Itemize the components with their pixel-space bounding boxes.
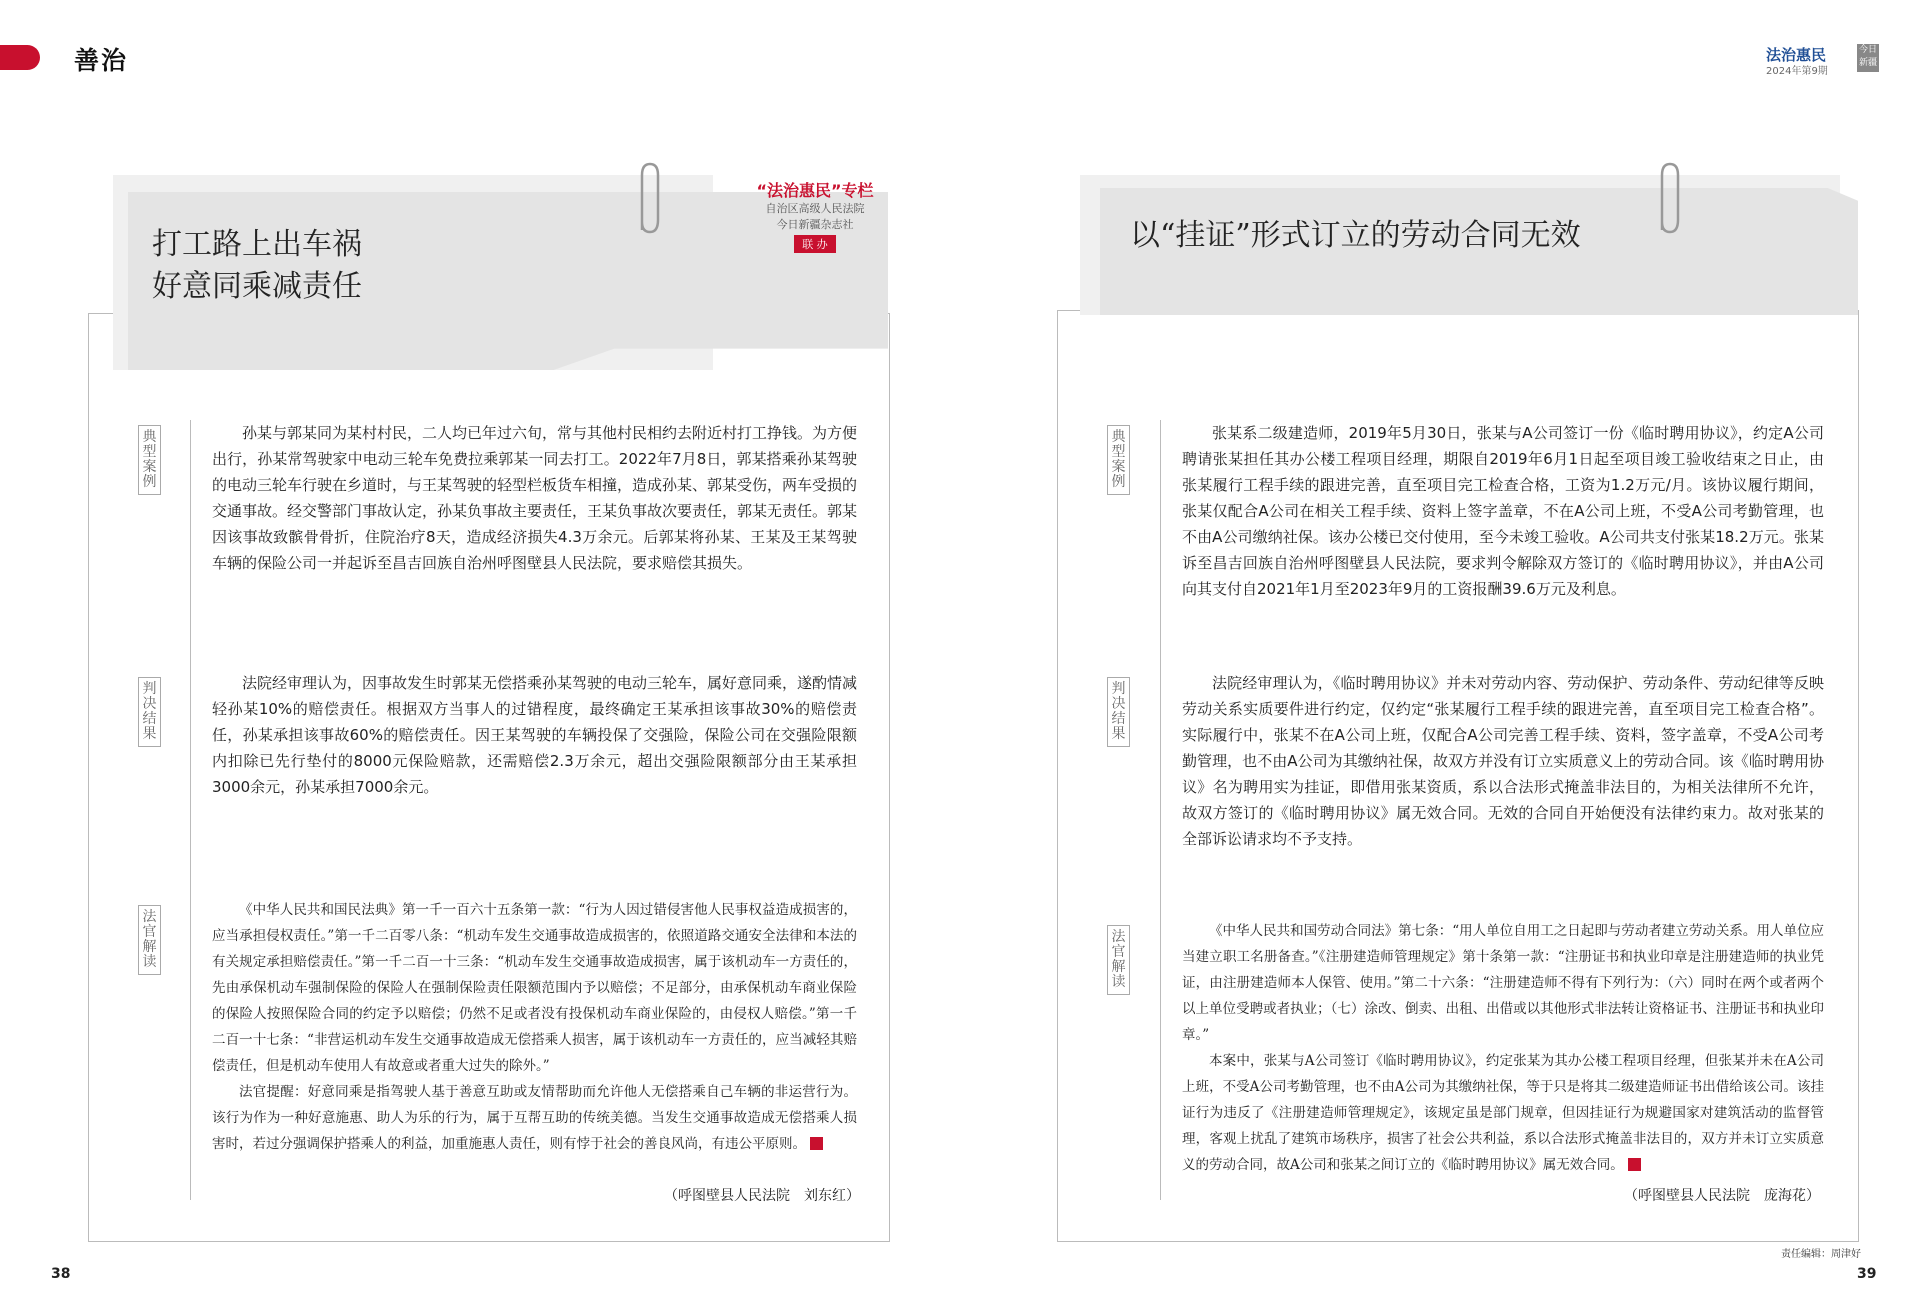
left-label-case: 典型案例	[138, 425, 161, 495]
left-title-line1: 打工路上出车祸	[152, 227, 362, 262]
magazine-title: 法治惠民	[1766, 46, 1827, 64]
page-number-left: 38	[51, 1266, 71, 1282]
left-judge-paragraph-2: 法官提醒：好意同乘是指驾驶人基于善意互助或友情帮助而允许他人无偿搭乘自己车辆的非运营行为。该行为作为一种好意施惠、助人为乐的行为，属于互帮互助的传统美德。当发生交通事故造成无偿搭乘人损害时，若过分强调保护搭乘人的利益，加重施惠人责任，则有悖于社会的善良风尚，有违公平原则。	[212, 1084, 857, 1152]
right-title: 以“挂证”形式订立的劳动合同无效	[1130, 218, 1581, 253]
paperclip-icon	[630, 160, 670, 240]
right-judge-paragraph-2: 本案中，张某与A公司签订《临时聘用协议》，约定张某为其办公楼工程项目经理，但张某并未在A公司上班，不受A公司考勤管理，也不由A公司为其缴纳社保，等于只是将其二级建造师证书出借给该公司。该挂证行为违反了《注册建造师管理规定》，该规定虽是部门规章，但因挂证行为规避国家对建筑活动的监督管理，客观上扰乱了建筑市场秩序，损害了社会公共利益，系以合法形式掩盖非法目的，双方并未订立实质意义的劳动合同，故A公司和张某之间订立的《临时聘用协议》属无效合同。	[1182, 1053, 1824, 1173]
right-judge-text	[1182, 918, 1824, 1178]
end-mark-icon	[810, 1137, 823, 1150]
section-title: 善治	[74, 46, 129, 75]
right-case-paragraph: 张某系二级建造师，2019年5月30日，张某与A公司签订一份《临时聘用协议》，约定A公司聘请张某担任其办公楼工程项目经理，期限自2019年6月1日起至项目竣工验收结束之日止，由张某履行工程手续的跟进完善，直至项目完工检查合格，工资为1.2万元/月。该协议履行期间，张某仅配合A公司在相关工程手续、资料上签字盖章，不在A公司上班，不受A公司考勤管理，也不由A公司缴纳社保。该办公楼已交付使用，至今未竣工验收。A公司共支付张某18.2万元。张某诉至昌吉回族自治州呼图壁县人民法院，要求判令解除双方签订的《临时聘用协议》，并由A公司向其支付自2021年1月至2023年9月的工资报酬39.6万元及利息。	[1182, 424, 1824, 598]
left-judge-paragraph-1: 《中华人民共和国民法典》第一千一百六十五条第一款：“行为人因过错侵害他人民事权益造成损害的，应当承担侵权责任。”第一千二百零八条：“机动车发生交通事故造成损害的，依照道路交通安全法律和本法的有关规定承担赔偿责任。”第一千二百一十三条：“机动车发生交通事故造成损害，属于该机动车一方责任的，先由承保机动车强制保险的保险人在强制保险责任限额范围内予以赔偿；不足部分，由承保机动车商业保险的保险人按照保险合同的约定予以赔偿；仍然不足或者没有投保机动车商业保险的，由侵权人赔偿。”第一千二百一十七条：“非营运机动车发生交通事故造成无偿搭乘人损害，属于该机动车一方责任的，应当减轻其赔偿责任，但是机动车使用人有故意或者重大过失的除外。”	[212, 902, 857, 1074]
right-vertical-rule	[1160, 420, 1161, 1200]
magazine-logo: 今日新疆	[1857, 44, 1879, 72]
left-result-paragraph: 法院经审理认为，因事故发生时郭某无偿搭乘孙某驾驶的电动三轮车，属好意同乘，遂酌情减轻孙某10%的赔偿责任。根据双方当事人的过错程度，最终确定王某承担该事故30%的赔偿责任，孙某承担该事故60%的赔偿责任。因王某驾驶的车辆投保了交强险，保险公司在交强险限额内扣除已先行垫付的8000元保险赔款，还需赔偿2.3万余元，超出交强险限额部分由王某承担3000余元，孙某承担7000余元。	[212, 674, 858, 796]
right-label-result: 判决结果	[1107, 677, 1130, 747]
right-judge-paragraph-1: 《中华人民共和国劳动合同法》第七条：“用人单位自用工之日起即与劳动者建立劳动关系。用人单位应当建立职工名册备查。”《注册建造师管理规定》第十条第一款：“注册证书和执业印章是注册建造师的执业凭证，由注册建造师本人保管、使用。”第二十六条：“注册建造师不得有下列行为：（六）同时在两个或者两个以上单位受聘或者执业；（七）涂改、倒卖、出租、出借或以其他形式非法转让资格证书、注册证书和执业印章。”	[1182, 923, 1824, 1043]
column-badge: 联 办	[794, 235, 836, 253]
left-label-result: 判决结果	[138, 677, 161, 747]
left-label-judge: 法官解读	[138, 905, 161, 975]
editor-credit: 责任编辑：周津好	[1781, 1249, 1861, 1260]
left-case-paragraph: 孙某与郭某同为某村村民，二人均已年过六旬，常与其他村民相约去附近村打工挣钱。为方便出行，孙某常驾驶家中电动三轮车免费拉乘郭某一同去打工。2022年7月8日，郭某搭乘孙某驾驶的电动三轮车行驶在乡道时，与王某驾驶的轻型栏板货车相撞，造成孙某、郭某受伤，两车受损的交通事故。经交警部门事故认定，孙某负事故主要责任，王某负事故次要责任，郭某无责任。郭某因该事故致髌骨骨折，住院治疗8天，造成经济损失4.3万余元。后郭某将孙某、王某及王某驾驶车辆的保险公司一并起诉至昌吉回族自治州呼图壁县人民法院，要求赔偿其损失。	[212, 424, 858, 572]
right-label-case: 典型案例	[1107, 425, 1130, 495]
left-judge-text	[212, 897, 857, 1157]
column-tag	[740, 178, 890, 253]
left-title	[152, 224, 362, 308]
page-number-right: 39	[1857, 1266, 1877, 1282]
column-org1: 自治区高级人民法院	[765, 202, 865, 215]
left-result-text	[212, 670, 857, 800]
left-title-line2: 好意同乘减责任	[152, 269, 362, 304]
right-label-judge: 法官解读	[1107, 925, 1130, 995]
left-signature: （呼图壁县人民法院 刘东红）	[664, 1188, 860, 1204]
section-tab-marker	[0, 45, 40, 70]
right-case-text	[1182, 420, 1824, 602]
right-result-text	[1182, 670, 1824, 852]
left-case-text	[212, 420, 857, 576]
right-result-paragraph: 法院经审理认为，《临时聘用协议》并未对劳动内容、劳动保护、劳动条件、劳动纪律等反映劳动关系实质要件进行约定，仅约定“张某履行工程手续的跟进完善，直至项目完工检查合格”。实际履行中，张某不在A公司上班，仅配合A公司完善工程手续、资料，签字盖章，不受A公司考勤管理，也不由A公司为其缴纳社保，故双方并没有订立实质意义上的劳动合同。该《临时聘用协议》名为聘用实为挂证，即借用张某资质，系以合法形式掩盖非法目的，为相关法律所不允许，故双方签订的《临时聘用协议》属无效合同。无效的合同自开始便没有法律约束力。故对张某的全部诉讼请求均不予支持。	[1182, 674, 1824, 848]
column-org2: 今日新疆杂志社	[776, 218, 854, 231]
right-signature: （呼图壁县人民法院 庞海花）	[1624, 1188, 1820, 1204]
magazine-issue: 2024年第9期	[1766, 66, 1828, 77]
paperclip-icon	[1650, 160, 1690, 240]
end-mark-icon	[1628, 1158, 1641, 1171]
left-vertical-rule	[190, 420, 191, 1200]
column-name: “法治惠民”专栏	[756, 181, 874, 200]
